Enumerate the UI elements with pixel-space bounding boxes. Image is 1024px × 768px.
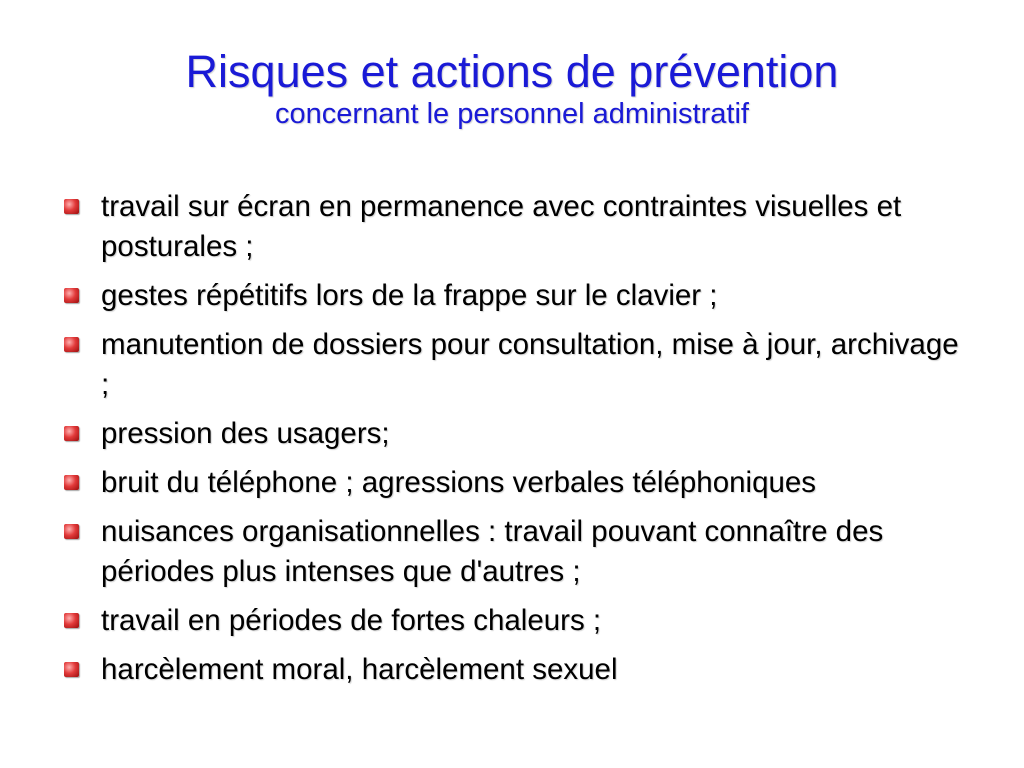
slide-subtitle: concernant le personnel administratif bbox=[275, 98, 749, 130]
title-block bbox=[0, 46, 1024, 131]
bullet-item bbox=[60, 276, 960, 316]
bullet-item bbox=[60, 463, 960, 503]
bullet-text: harcèlement moral, harcèlement sexuel bbox=[101, 653, 618, 686]
bullet-item bbox=[60, 187, 960, 267]
red-square-bullet-icon bbox=[64, 613, 79, 628]
bullet-item bbox=[60, 325, 960, 405]
bullet-item bbox=[60, 601, 960, 641]
red-square-bullet-icon bbox=[64, 662, 79, 677]
bullet-text: bruit du téléphone ; agressions verbales téléphoniques bbox=[101, 466, 817, 499]
red-square-bullet-icon bbox=[64, 475, 79, 490]
red-square-bullet-icon bbox=[64, 288, 79, 303]
bullet-item bbox=[60, 650, 960, 690]
red-square-bullet-icon bbox=[64, 524, 79, 539]
slide-title: Risques et actions de prévention bbox=[185, 46, 839, 97]
bullet-list bbox=[60, 187, 960, 699]
bullet-text: manutention de dossiers pour consultation, mise à jour, archivage ; bbox=[101, 328, 959, 401]
bullet-text: nuisances organisationnelles : travail pouvant connaître des périodes plus intenses que d'autres ; bbox=[101, 515, 884, 588]
bullet-item bbox=[60, 512, 960, 592]
red-square-bullet-icon bbox=[64, 199, 79, 214]
bullet-text: travail sur écran en permanence avec contraintes visuelles et posturales ; bbox=[101, 190, 902, 263]
bullet-text: gestes répétitifs lors de la frappe sur le clavier ; bbox=[101, 279, 718, 312]
bullet-item bbox=[60, 414, 960, 454]
red-square-bullet-icon bbox=[64, 337, 79, 352]
red-square-bullet-icon bbox=[64, 426, 79, 441]
bullet-text: travail en périodes de fortes chaleurs ; bbox=[101, 604, 602, 637]
bullet-text: pression des usagers; bbox=[101, 417, 390, 450]
